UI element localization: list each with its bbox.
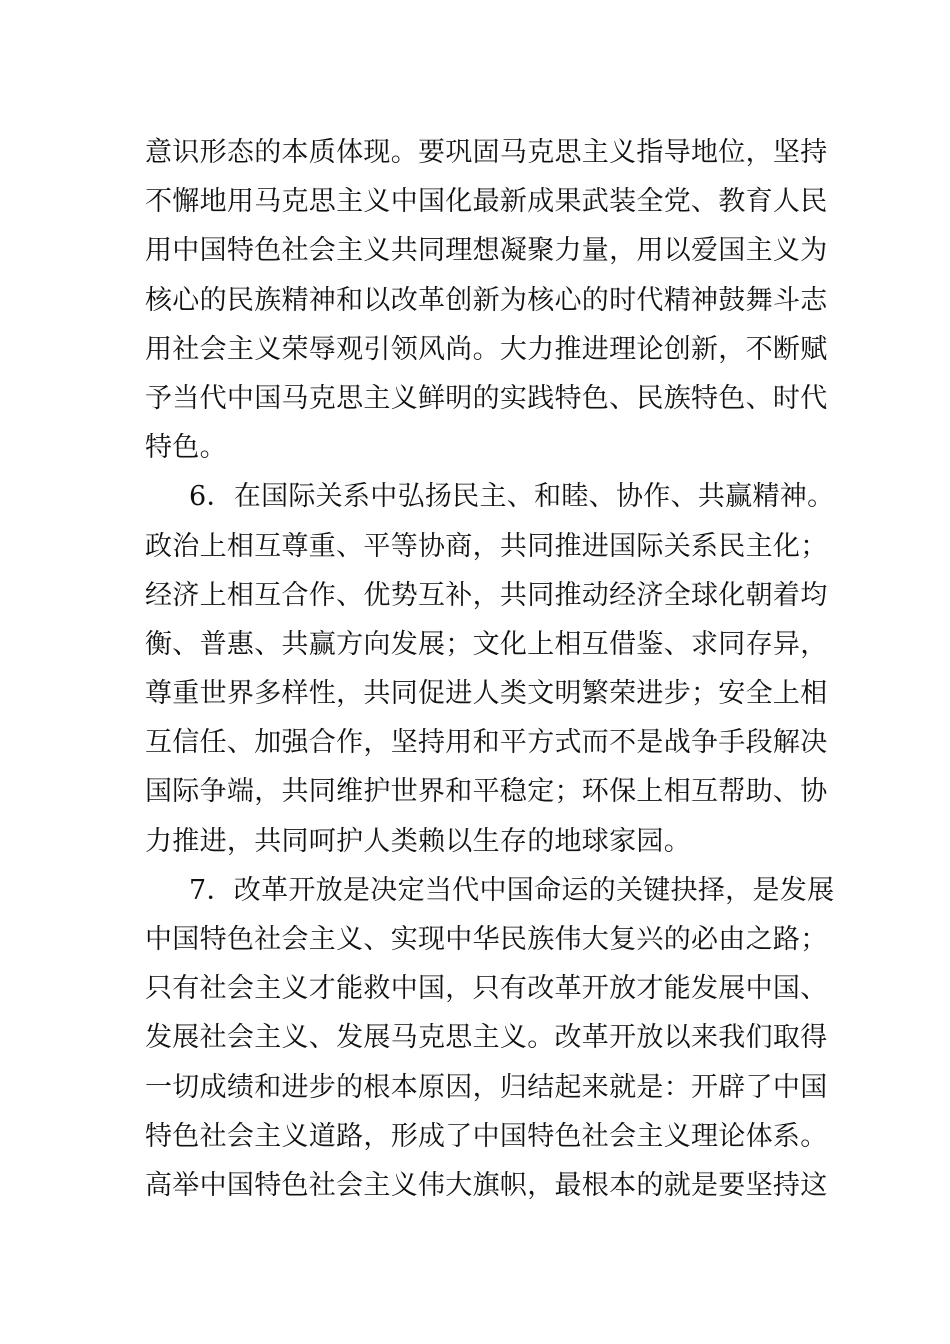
text-line: 只有社会主义才能救中国，只有改革开放才能发展中国、	[145, 973, 828, 1005]
text-line: 核心的民族精神和以改革创新为核心的时代精神鼓舞斗志	[145, 284, 828, 316]
text-line: 用中国特色社会主义共同理想凝聚力量，用以爱国主义为	[145, 235, 828, 267]
text-line: 发展社会主义、发展马克思主义。改革开放以来我们取得	[145, 1022, 828, 1054]
text-line: 特色社会主义道路，形成了中国特色社会主义理论体系。	[145, 1120, 828, 1152]
text-line: 互信任、加强合作，坚持用和平方式而不是战争手段解决	[145, 727, 828, 759]
text-line: 特色。	[145, 432, 227, 464]
text-line: 予当代中国马克思主义鲜明的实践特色、民族特色、时代	[145, 382, 828, 414]
text-line: 高举中国特色社会主义伟大旗帜，最根本的就是要坚持这	[145, 1169, 828, 1201]
text-line: 国际争端，共同维护世界和平稳定；环保上相互帮助、协	[145, 776, 828, 808]
text-line: 力推进，共同呵护人类赖以生存的地球家园。	[145, 825, 691, 857]
text-line: 衡、普惠、共赢方向发展；文化上相互借鉴、求同存异，	[145, 628, 828, 660]
text-line: 用社会主义荣辱观引领风尚。大力推进理论创新，不断赋	[145, 333, 828, 365]
paragraph-start-line: 7．改革开放是决定当代中国命运的关键抉择，是发展	[189, 874, 835, 906]
text-line: 一切成绩和进步的根本原因，归结起来就是：开辟了中国	[145, 1071, 828, 1103]
text-line: 中国特色社会主义、实现中华民族伟大复兴的必由之路；	[145, 924, 828, 955]
text-line: 经济上相互合作、优势互补，共同推动经济全球化朝着均	[145, 579, 828, 611]
body-text	[145, 128, 835, 1210]
text-line: 尊重世界多样性，共同促进人类文明繁荣进步；安全上相	[145, 678, 828, 710]
text-line: 政治上相互尊重、平等协商，共同推进国际关系民主化；	[145, 530, 828, 562]
paragraph-start-line: 6．在国际关系中弘扬民主、和睦、协作、共赢精神。	[189, 481, 835, 513]
text-line: 意识形态的本质体现。要巩固马克思主义指导地位，坚持	[145, 137, 828, 168]
text-line: 不懈地用马克思主义中国化最新成果武装全党、教育人民	[145, 186, 828, 218]
